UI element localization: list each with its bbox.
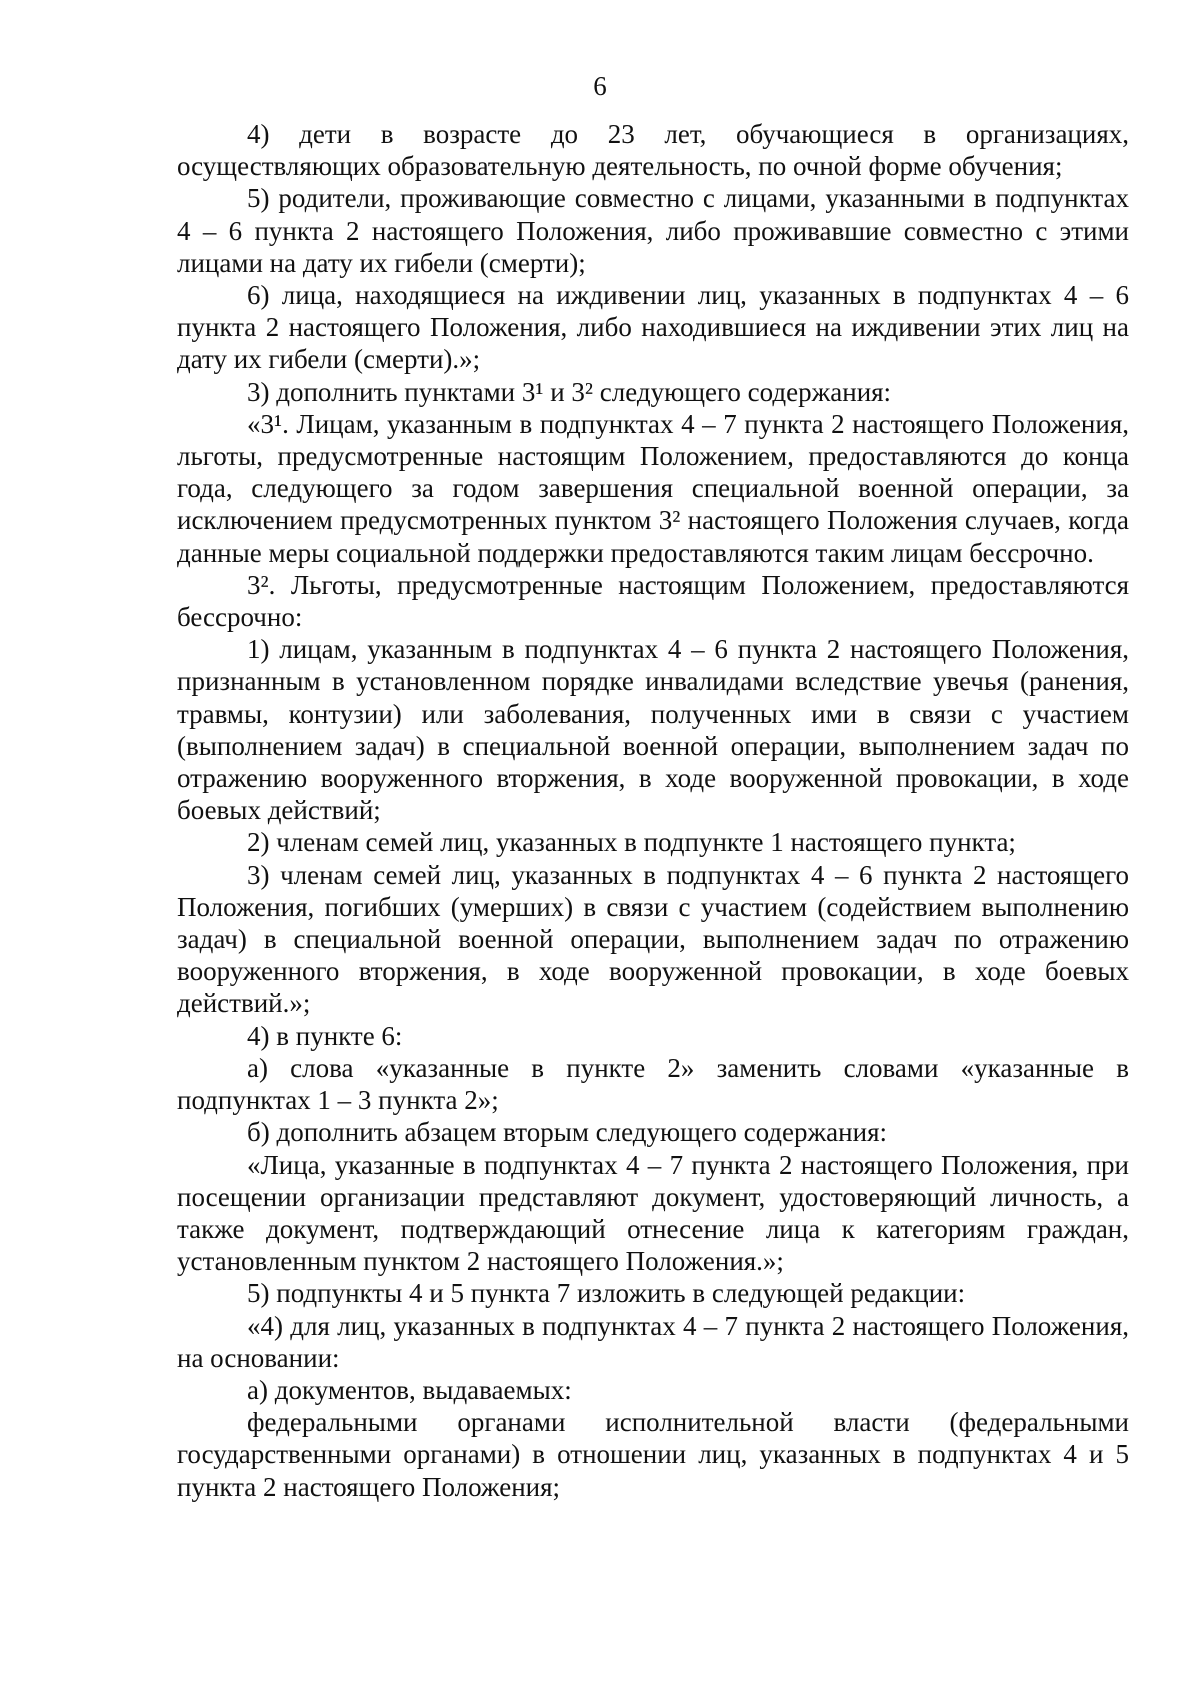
paragraph: «Лица, указанные в подпунктах 4 – 7 пункта 2 настоящего Положения, при посещении организации представляют документ, удостоверяющий личность, а также документ, подтверждающий отнесение лица к категориям граждан, установленным пунктом 2 настоящего Положения.»;	[177, 1149, 1129, 1277]
paragraph: 5) подпункты 4 и 5 пункта 7 изложить в следующей редакции:	[247, 1278, 966, 1309]
paragraph: 3) членам семей лиц, указанных в подпунктах 4 – 6 пункта 2 настоящего Положения, погибших (умерших) в связи с участием (содействием выполнению задач) в специальной военной операции, выполнением задач по отражению вооруженного вторжения, в ходе вооруженной провокации, в ходе боевых действий.»;	[177, 859, 1129, 1019]
paragraph: б) дополнить абзацем вторым следующего содержания:	[247, 1117, 887, 1148]
paragraph: 3². Льготы, предусмотренные настоящим Положением, предоставляются бессрочно:	[177, 569, 1129, 633]
paragraph: федеральными органами исполнительной власти (федеральными государственными органами) в отношении лиц, указанных в подпунктах 4 и 5 пункта 2 настоящего Положения;	[177, 1407, 1129, 1502]
paragraph: 3) дополнить пунктами 3¹ и 3² следующего содержания:	[247, 376, 892, 407]
page-number: 6	[593, 71, 607, 101]
paragraph: 6) лица, находящиеся на иждивении лиц, указанных в подпунктах 4 – 6 пункта 2 настоящего Положения, либо находившиеся на иждивении этих лиц на дату их гибели (смерти).»;	[177, 280, 1129, 375]
paragraph: 4) в пункте 6:	[247, 1020, 403, 1051]
document-body	[177, 118, 1129, 1503]
paragraph: 2) членам семей лиц, указанных в подпункте 1 настоящего пункта;	[247, 827, 1016, 858]
paragraph: а) документов, выдаваемых:	[247, 1374, 572, 1405]
paragraph: 4) дети в возрасте до 23 лет, обучающиеся в организациях, осуществляющих образовательную деятельность, по очной форме обучения;	[177, 119, 1129, 182]
paragraph: а) слова «указанные в пункте 2» заменить словами «указанные в подпунктах 1 – 3 пункта 2»;	[177, 1052, 1129, 1116]
paragraph: 1) лицам, указанным в подпунктах 4 – 6 пункта 2 настоящего Положения, признанным в установленном порядке инвалидами вследствие увечья (ранения, травмы, контузии) или заболевания, полученных ими в связи с участием (выполнением задач) в специальной военной операции, выполнением задач по отражению вооруженного вторжения, в ходе вооруженной провокации, в ходе боевых действий;	[177, 634, 1129, 826]
paragraph: «3¹. Лицам, указанным в подпунктах 4 – 7 пункта 2 настоящего Положения, льготы, предусмотренные настоящим Положением, предоставляются до конца года, следующего за годом завершения специальной военной операции, за исключением предусмотренных пунктом 3² настоящего Положения случаев, когда данные меры социальной поддержки предоставляются таким лицам бессрочно.	[177, 408, 1129, 568]
paragraph: «4) для лиц, указанных в подпунктах 4 – 7 пункта 2 настоящего Положения, на основании:	[177, 1310, 1129, 1373]
paragraph: 5) родители, проживающие совместно с лицами, указанными в подпунктах 4 – 6 пункта 2 настоящего Положения, либо проживавшие совместно с этими лицами на дату их гибели (смерти);	[177, 183, 1129, 278]
